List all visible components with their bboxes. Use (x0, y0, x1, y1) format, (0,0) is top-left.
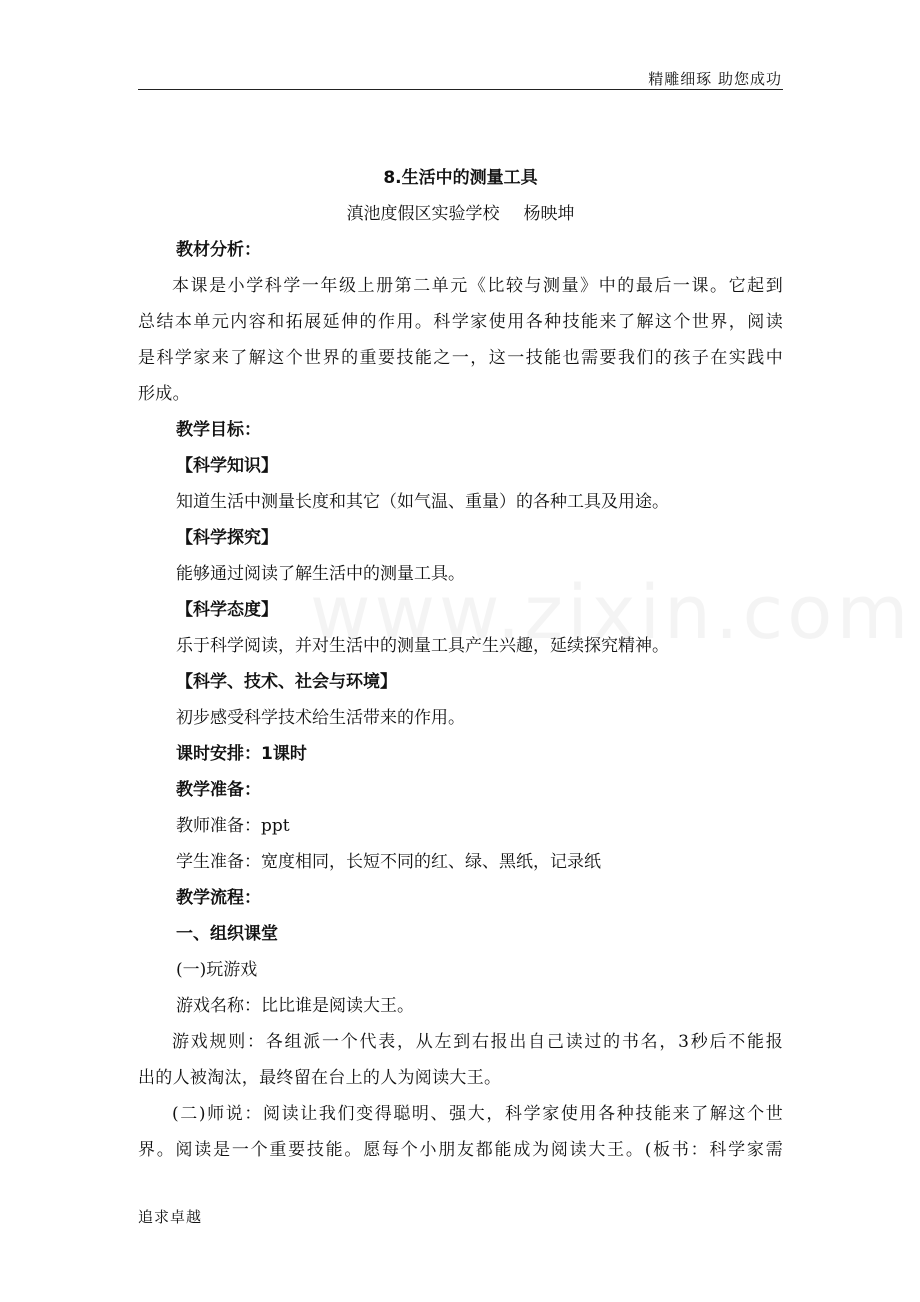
document-body (138, 160, 783, 1168)
header-divider (138, 89, 783, 90)
sts-heading: 【科学、技术、社会与环境】 (176, 672, 397, 692)
analysis-line: 形成。 (138, 384, 190, 404)
document-title: 8.生活中的测量工具 (383, 168, 538, 188)
game-rule-paragraph (138, 1024, 783, 1096)
author-line (138, 196, 783, 232)
teacher-says-paragraph (138, 1096, 783, 1168)
author-name: 杨映坤 (523, 204, 575, 224)
section1-heading: 一、组织课堂 (176, 924, 278, 944)
sts-text: 初步感受科学技术给生活带来的作用。 (176, 708, 465, 728)
process-heading: 教学流程： (176, 888, 261, 908)
inquiry-text: 能够通过阅读了解生活中的测量工具。 (176, 564, 465, 584)
student-prep: 学生准备：宽度相同，长短不同的红、绿、黑纸，记录纸 (176, 852, 601, 872)
teacher-prep: 教师准备：ppt (176, 816, 290, 836)
teacher-says-line: 界。阅读是一个重要技能。愿每个小朋友都能成为阅读大王。(板书：科学家需 (138, 1140, 783, 1160)
header-slogan: 精雕细琢 助您成功 (648, 70, 782, 88)
game-heading: (一)玩游戏 (176, 960, 258, 980)
prep-heading: 教学准备： (176, 780, 261, 800)
goals-heading: 教学目标： (176, 420, 261, 440)
school-name: 滇池度假区实验学校 (346, 204, 500, 224)
attitude-text: 乐于科学阅读，并对生活中的测量工具产生兴趣，延续探究精神。 (176, 636, 669, 656)
game-name: 游戏名称：比比谁是阅读大王。 (176, 996, 414, 1016)
knowledge-heading: 【科学知识】 (176, 456, 278, 476)
inquiry-heading: 【科学探究】 (176, 528, 278, 548)
knowledge-text: 知道生活中测量长度和其它（如气温、重量）的各种工具及用途。 (176, 492, 669, 512)
game-rule-line: 游戏规则：各组派一个代表，从左到右报出自己读过的书名，3秒后不能报 (172, 1032, 783, 1052)
footer-slogan: 追求卓越 (138, 1208, 203, 1226)
game-rule-line: 出的人被淘汰，最终留在台上的人为阅读大王。 (138, 1068, 502, 1088)
analysis-heading: 教材分析： (176, 240, 261, 260)
analysis-line: 是科学家来了解这个世界的重要技能之一，这一技能也需要我们的孩子在实践中 (138, 348, 783, 368)
attitude-heading: 【科学态度】 (176, 600, 278, 620)
schedule-heading: 课时安排：1课时 (176, 744, 307, 764)
analysis-line: 本课是小学科学一年级上册第二单元《比较与测量》中的最后一课。它起到 (172, 276, 783, 296)
analysis-paragraph (138, 268, 783, 412)
teacher-says-line: (二)师说：阅读让我们变得聪明、强大，科学家使用各种技能来了解这个世 (172, 1104, 783, 1124)
analysis-line: 总结本单元内容和拓展延伸的作用。科学家使用各种技能来了解这个世界，阅读 (138, 312, 783, 332)
